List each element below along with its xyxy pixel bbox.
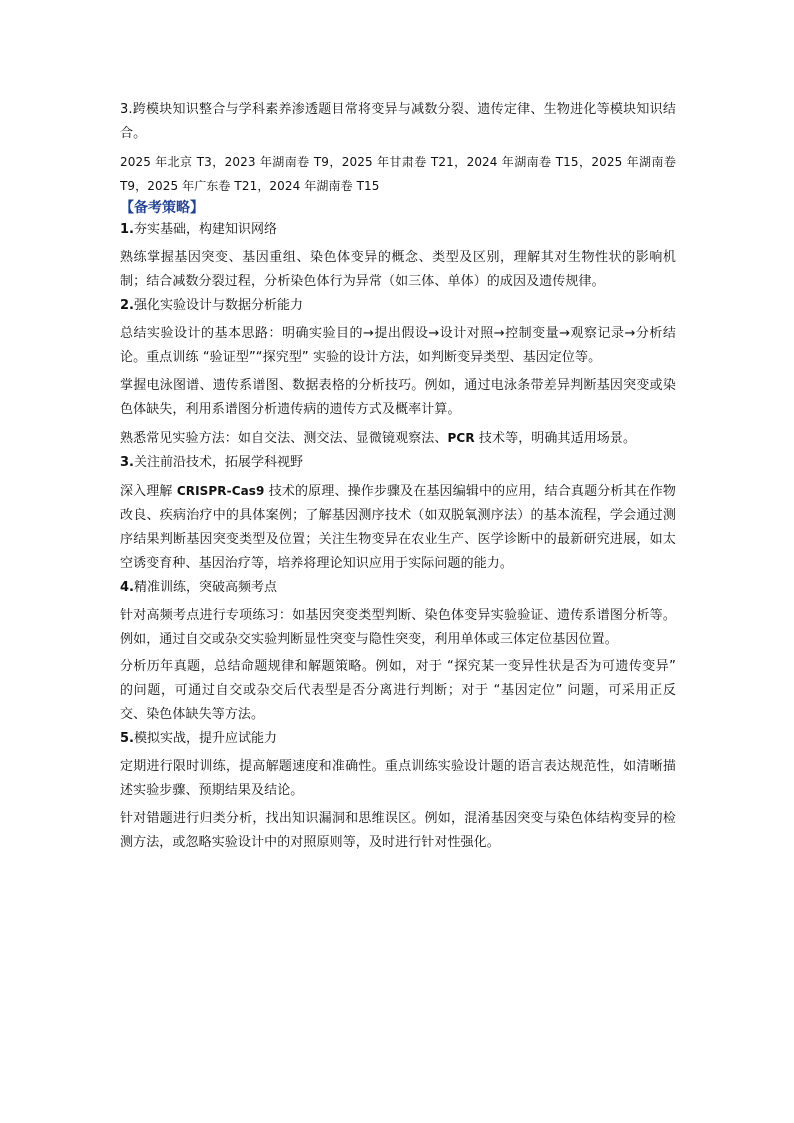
strategy-2-paragraph-3 (120, 426, 676, 451)
strategy-heading-4 (120, 576, 676, 600)
strategy-heading-5 (120, 727, 676, 751)
strategy-heading-3 (120, 451, 676, 475)
strategy-4-paragraph-2: 分析历年真题，总结命题规律和解题策略。例如，对于 “探究某一变异性状是否为可遗传变异” 的问题，可通过自交或杂交后代表型是否分离进行判断；对于 “基因定位” 问题，可采用正反交、染色体缺失等方法。 (120, 659, 676, 722)
heading-number: 1. (120, 222, 134, 237)
heading-number: 2. (120, 298, 134, 313)
heading-number: 3. (120, 455, 134, 470)
heading-number: 5. (120, 731, 134, 746)
term-pcr: PCR (447, 431, 475, 445)
section-title: 【备考策略】 (120, 200, 204, 216)
text-segment: 技术等，明确其适用场景。 (474, 431, 637, 446)
strategy-heading-1 (120, 218, 676, 242)
heading-title: 关注前沿技术，拓展学科视野 (133, 455, 303, 470)
strategy-4-paragraph-1: 针对高频考点进行专项练习：如基因突变类型判断、染色体变异实验验证、遗传系谱图分析等。例如，通过自交或杂交实验判断显性突变与隐性突变，利用单体或三体定位基因位置。 (120, 608, 676, 647)
strategy-2-paragraph-2: 掌握电泳图谱、遗传系谱图、数据表格的分析技巧。例如，通过电泳条带差异判断基因突变或染色体缺失，利用系谱图分析遗传病的遗传方式及概率计算。 (120, 378, 676, 417)
term-crispr: CRISPR-Cas9 (176, 484, 265, 498)
heading-title: 精准训练，突破高频考点 (133, 580, 277, 595)
text-segment: 深入理解 (120, 484, 177, 499)
heading-title: 夯实基础，构建知识网络 (133, 222, 277, 237)
heading-number: 4. (120, 580, 134, 595)
heading-title: 模拟实战，提升应试能力 (133, 731, 277, 746)
text-segment: 熟悉常见实验方法：如自交法、测交法、显微镜观察法、 (120, 431, 448, 446)
strategy-5-paragraph-2: 针对错题进行归类分析，找出知识漏洞和思维误区。例如，混淆基因突变与染色体结构变异的检测方法，或忽略实验设计中的对照原则等，及时进行针对性强化。 (120, 811, 676, 850)
strategy-2-paragraph-1: 总结实验设计的基本思路：明确实验目的→提出假设→设计对照→控制变量→观察记录→分析结论。重点训练 “验证型”“探究型” 实验的设计方法，如判断变异类型、基因定位等。 (120, 326, 676, 365)
exam-references: 2025 年北京 T3，2023 年湖南卷 T9，2025 年甘肃卷 T21，2024 年湖南卷 T15，2025 年湖南卷 T9，2025 年广东卷 T21，2024 年湖南卷 T15 (120, 155, 676, 193)
text-segment: 技术的原理、操作步骤及在基因编辑中的应用，结合真题分析其在作物改良、疾病治疗中的具体案例；了解基因测序技术（如双脱氧测序法）的基本流程，学会通过测序结果判断基因突变类型及位置；关注生物变异在农业生产、医学诊断中的最新研究进展，如太空诱变育种、基因治疗等，培养将理论知识应用于实际问题的能力。 (120, 484, 676, 571)
intro-paragraph: 3.跨模块知识整合与学科素养渗透题目常将变异与减数分裂、遗传定律、生物进化等模块知识结合。 (120, 102, 676, 141)
strategy-heading-2 (120, 294, 676, 318)
strategy-1-paragraph: 熟练掌握基因突变、基因重组、染色体变异的概念、类型及区别，理解其对生物性状的影响机制；结合减数分裂过程，分析染色体行为异常（如三体、单体）的成因及遗传规律。 (120, 250, 676, 289)
heading-title: 强化实验设计与数据分析能力 (133, 298, 303, 313)
strategy-5-paragraph-1: 定期进行限时训练，提高解题速度和准确性。重点训练实验设计题的语言表达规范性，如清晰描述实验步骤、预期结果及结论。 (120, 759, 676, 798)
strategy-3-paragraph (120, 479, 676, 576)
document-page (120, 98, 676, 855)
